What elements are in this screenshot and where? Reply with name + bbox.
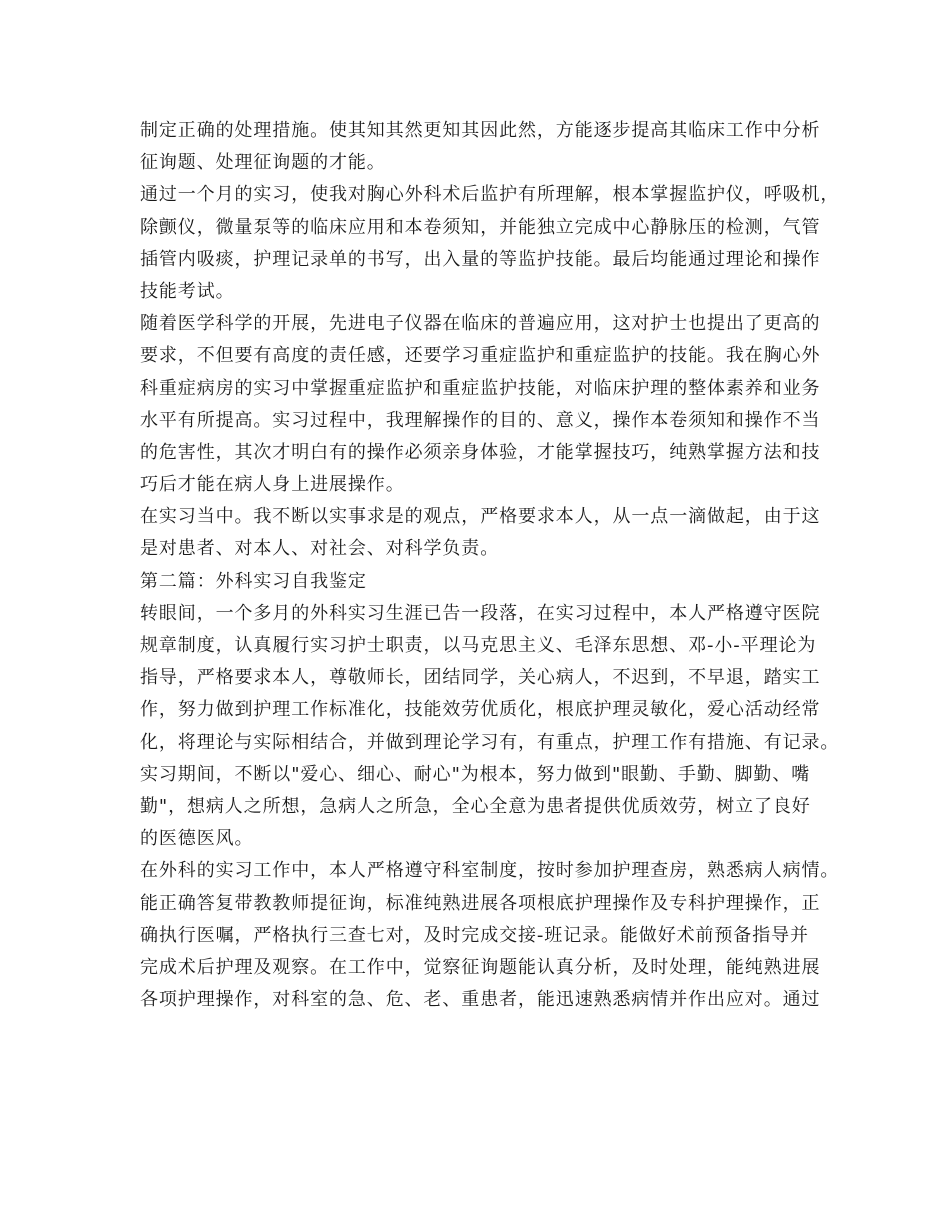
section-heading: 第二篇：外科实习自我鉴定 — [140, 570, 367, 592]
text-line: 的危害性，其次才明白有的操作必须亲身体验，才能掌握技巧，纯熟掌握方法和技 — [140, 441, 821, 463]
text-line: 指导，严格要求本人，尊敬师长，团结同学，关心病人，不迟到，不早退，踏实工 — [140, 667, 821, 689]
text-line: 要求，不但要有高度的责任感，还要学习重症监护和重症监护的技能。我在胸心外 — [140, 345, 821, 367]
text-line: 确执行医嘱，严格执行三查七对，及时完成交接-班记录。能做好术前预备指导并 — [140, 924, 809, 946]
text-line: 征询题、处理征询题的才能。 — [140, 152, 386, 174]
text-line: 化，将理论与实际相结合，并做到理论学习有，有重点，护理工作有措施、有记录。 — [140, 731, 840, 753]
text-line: 完成术后护理及观察。在工作中，觉察征询题能认真分析，及时处理，能纯熟进展 — [140, 956, 821, 978]
text-line: 随着医学科学的开展，先进电子仪器在临床的普遍应用，这对护士也提出了更高的 — [140, 313, 821, 335]
text-line: 巧后才能在病人身上进展操作。 — [140, 474, 405, 496]
text-line: 勤"，想病人之所想，急病人之所急，全心全意为患者提供优质效劳，树立了良好 — [140, 795, 811, 817]
text-line: 作，努力做到护理工作标准化，技能效劳优质化，根底护理灵敏化，爱心活动经常 — [140, 699, 821, 721]
text-line: 在外科的实习工作中，本人严格遵守科室制度，按时参加护理查房，熟悉病人病情。 — [140, 860, 840, 882]
text-line: 是对患者、对本人、对社会、对科学负责。 — [140, 538, 500, 560]
text-line: 水平有所提高。实习过程中，我理解操作的目的、意义，操作本卷须知和操作不当 — [140, 409, 821, 431]
text-line: 技能考试。 — [140, 280, 235, 302]
text-line: 能正确答复带教教师提征询，标准纯熟进展各项根底护理操作及专科护理操作，正 — [140, 892, 821, 914]
text-line: 通过一个月的实习，使我对胸心外科术后监护有所理解，根本掌握监护仪，呼吸机， — [140, 184, 840, 206]
text-line: 除颤仪，微量泵等的临床应用和本卷须知，并能独立完成中心静脉压的检测，气管 — [140, 216, 821, 238]
text-line: 规章制度，认真履行实习护士职责，以马克思主义、毛泽东思想、邓-小-平理论为 — [140, 635, 817, 656]
text-line: 的医德医风。 — [140, 828, 254, 850]
text-line: 各项护理操作，对科室的急、危、老、重患者，能迅速熟悉病情并作出应对。通过 — [140, 989, 821, 1011]
text-line: 转眼间，一个多月的外科实习生涯已告一段落，在实习过程中，本人严格遵守医院 — [140, 602, 821, 624]
text-line: 实习期间，不断以"爱心、细心、耐心"为根本，努力做到"眼勤、手勤、脚勤、嘴 — [140, 763, 811, 785]
document-body — [140, 115, 840, 1016]
text-line: 制定正确的处理措施。使其知其然更知其因此然，方能逐步提高其临床工作中分析 — [140, 120, 821, 141]
text-line: 在实习当中。我不断以实事求是的观点，严格要求本人，从一点一滴做起，由于这 — [140, 506, 821, 528]
text-line: 科重症病房的实习中掌握重症监护和重症监护技能，对临床护理的整体素养和业务 — [140, 377, 821, 399]
text-line: 插管内吸痰，护理记录单的书写，出入量的等监护技能。最后均能通过理论和操作 — [140, 248, 821, 270]
